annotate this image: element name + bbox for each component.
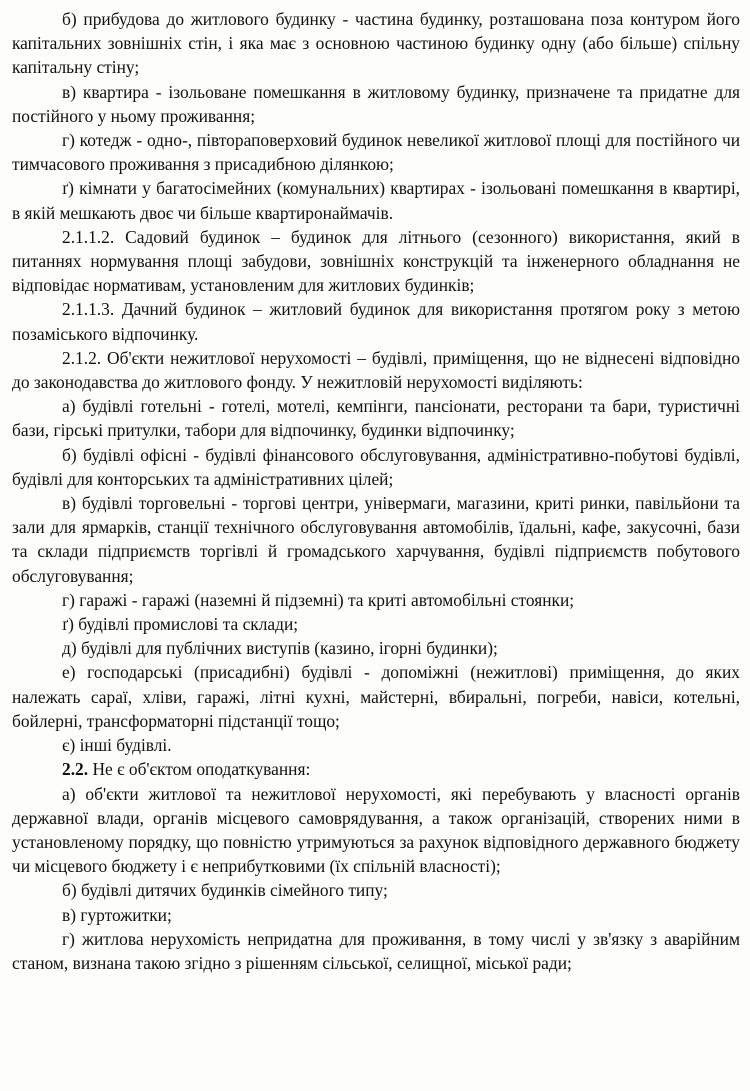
paragraph-uninhabitable: г) житлова нерухомість непридатна для проживання, в тому числі у зв'язку з аварійним станом, визнана такою згідно з рішенням сільської, селищної, міської ради; (12, 928, 740, 973)
paragraph-dacha-house: 2.1.1.3. Дачний будинок – житловий будинок для використання протягом року з метою позаміського відпочинку. (12, 299, 740, 344)
section-title: Не є об'єктом оподаткування: (88, 759, 311, 780)
paragraph-trade-buildings: в) будівлі торговельні - торгові центри, універмаги, магазини, криті ринки, павільйони та зали для ярмарків, станції технічного обслуговування автомобілів, їдальні, кафе, закусочні, бази та склади підприємств торгівлі й громадського харчування, будівлі підприємств побутового обслуговування; (12, 493, 740, 586)
paragraph-family-homes: б) будівлі дитячих будинків сімейного типу; (62, 880, 388, 901)
paragraph-apartment: в) квартира - ізольоване помешкання в житловому будинку, призначене та придатне для постійного у ньому проживання; (12, 81, 740, 126)
paragraph-other-buildings: є) інші будівлі. (62, 735, 172, 756)
paragraph-dormitories: в) гуртожитки; (62, 904, 172, 925)
paragraph-annex: б) прибудова до житлового будинку - частина будинку, розташована поза контуром його капітальних зовнішніх стін, і яка має з основною частиною будинку одну (або більше) спільну капітальну стіну; (12, 9, 740, 78)
paragraph-public-performance: д) будівлі для публічних виступів (казино, ігорні будинки); (62, 638, 498, 659)
paragraph-cottage: г) котедж - одно-, півтораповерховий будинок невеликої житлової площі для постійного чи тимчасового проживання з присадибною ділянкою; (12, 130, 740, 175)
paragraph-non-residential: 2.1.2. Об'єкти нежитлової нерухомості – будівлі, приміщення, що не віднесені відповідно до законодавства до житлового фонду. У нежитловій нерухомості виділяють: (12, 347, 740, 393)
section-number: 2.2. (62, 759, 89, 780)
paragraph-hotel-buildings: а) будівлі готельні - готелі, мотелі, кемпінги, пансіонати, ресторани та бари, туристичні бази, гірські притулки, табори для відпочинку, будинки відпочинку; (12, 396, 740, 441)
paragraph-garages: г) гаражі - гаражі (наземні й підземні) та криті автомобільні стоянки; (62, 589, 575, 610)
paragraph-garden-house: 2.1.1.2. Садовий будинок – будинок для літнього (сезонного) використання, який в питаннях нормування площі забудови, зовнішніх конструкцій та інженерного обладнання не відповідає нормативам, установленим для житлових будинків; (12, 226, 740, 296)
paragraph-household-buildings: е) господарські (присадибні) будівлі - допоміжні (нежитлові) приміщення, до яких належать сараї, хліви, гаражі, літні кухні, майстерні, вбиральні, погреби, навіси, котельні, бойлерні, трансформаторні підстанції тощо; (12, 662, 740, 731)
paragraph-communal-rooms: ґ) кімнати у багатосімейних (комунальних) квартирах - ізольовані помешкання в квартирі, в якій мешкають двоє чи більше квартиронаймачів. (12, 178, 740, 223)
paragraph-state-owned: а) об'єкти житлової та нежитлової нерухомості, які перебувають у власності органів державної влади, органів місцевого самоврядування, а також організацій, створених ними в установленому порядку, що повністю утримуються за рахунок відповідного державного бюджету чи місцевого бюджету і є неприбутковими (їх спільній власності); (12, 783, 740, 877)
paragraph-industrial: ґ) будівлі промислові та склади; (62, 614, 299, 635)
section-2-2-heading (12, 757, 740, 781)
paragraph-office-buildings: б) будівлі офісні - будівлі фінансового обслуговування, адміністративно-побутові будівлі, будівлі для конторських та адміністративних цілей; (12, 444, 740, 489)
